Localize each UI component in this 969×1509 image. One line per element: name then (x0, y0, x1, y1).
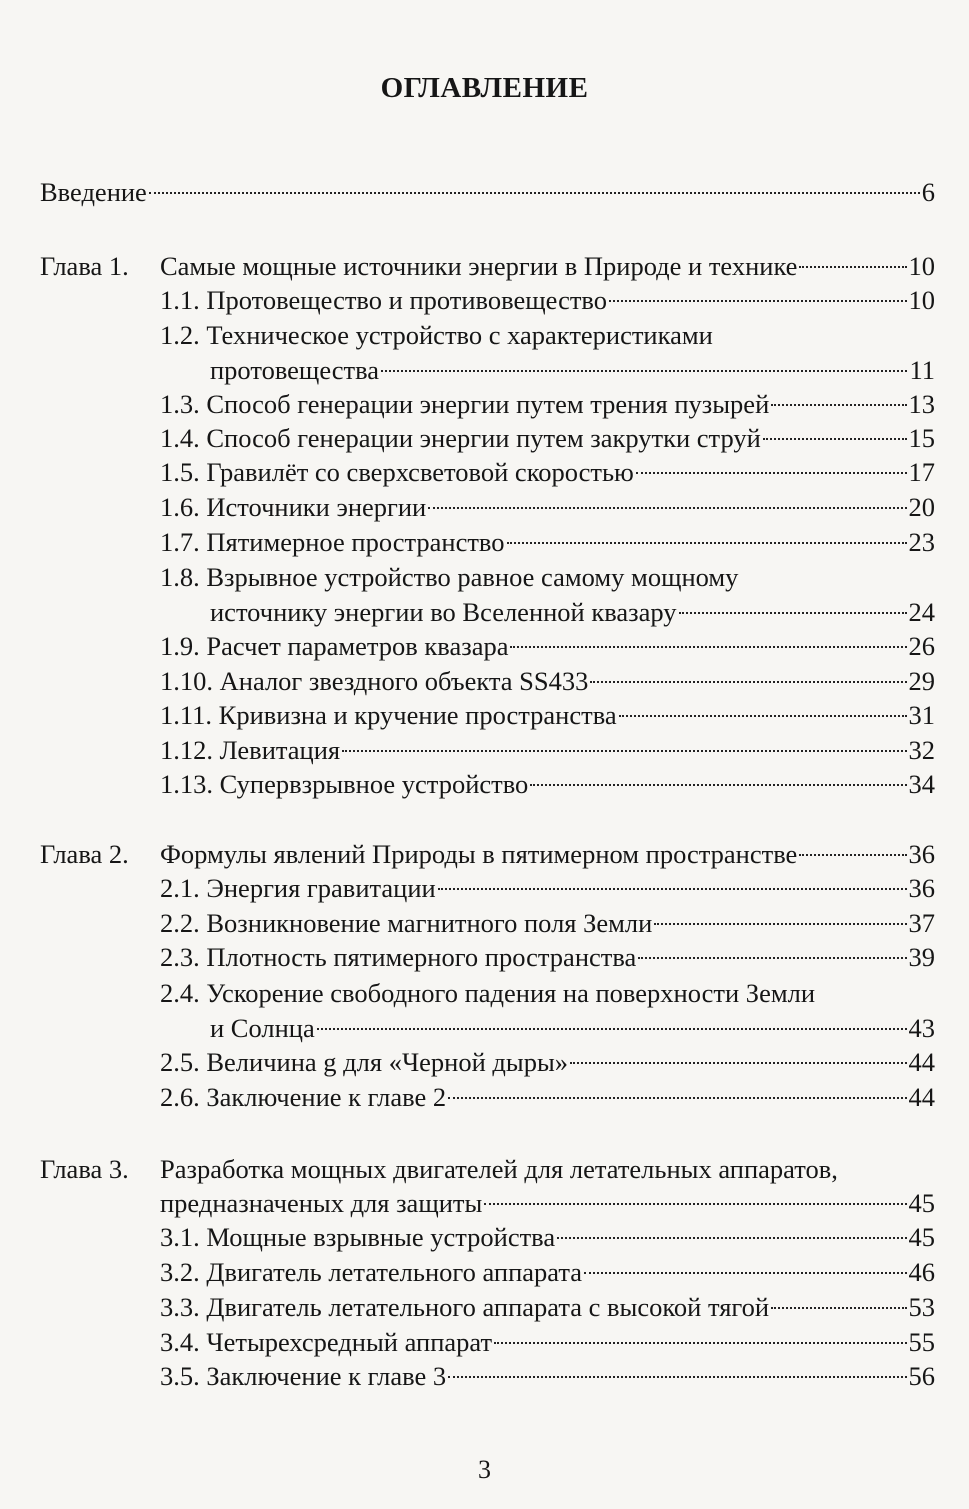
toc-entry-page: 26 (908, 631, 935, 661)
toc-entry (160, 421, 935, 455)
toc-entry (160, 525, 935, 559)
toc-entry (160, 698, 935, 732)
toc-entry-text: 2.6. Заключение к главе 2 (160, 1082, 447, 1112)
chapter-label: Глава 1. (40, 251, 129, 281)
toc-entry-text: 1.6. Источники энергии (160, 492, 427, 522)
toc-entry-page: 23 (908, 527, 935, 557)
dot-leader (428, 507, 906, 509)
toc-entry-page: 11 (909, 355, 935, 385)
toc-entry-text: 2.1. Энергия гравитации (160, 873, 436, 903)
dot-leader (438, 888, 907, 890)
toc-entry (160, 733, 935, 767)
toc-entry-text: протовещества (210, 355, 380, 385)
dot-leader (763, 438, 907, 440)
toc-entry (160, 767, 935, 801)
dot-leader (584, 1272, 906, 1274)
toc-entry-page: 34 (908, 769, 935, 799)
toc-entry-text: Введение (40, 177, 147, 207)
toc-entry-text: и Солнца (210, 1013, 315, 1043)
toc-entry-text: 3.4. Четырехсредный аппарат (160, 1327, 493, 1357)
dot-leader (507, 542, 907, 544)
toc-entry-page: 20 (908, 492, 935, 522)
toc-entry-text: 2.5. Величина g для «Черной дыры» (160, 1047, 569, 1077)
chapter-page: 10 (908, 251, 935, 281)
dot-leader (484, 1203, 906, 1205)
toc-entry-continuation (210, 595, 935, 629)
dot-leader (654, 923, 906, 925)
toc-entry-page: 17 (908, 457, 935, 487)
toc-entry-page: 24 (908, 597, 935, 627)
toc-chapter-2 (160, 837, 935, 871)
dot-leader (590, 681, 906, 683)
toc-entry-page: 15 (908, 423, 935, 453)
toc-entry (160, 318, 935, 352)
toc-entry-page: 29 (908, 666, 935, 696)
toc-entry-page: 43 (908, 1013, 935, 1043)
toc-entry-text: 1.7. Пятимерное пространство (160, 527, 505, 557)
dot-leader (381, 370, 907, 372)
toc-entry-text: 1.10. Аналог звездного объекта SS433 (160, 666, 589, 696)
toc-entry (160, 1290, 935, 1324)
toc-entry-page: 45 (908, 1222, 935, 1252)
toc-entry-text: 2.2. Возникновение магнитного поля Земли (160, 908, 653, 938)
toc-entry-page: 32 (908, 735, 935, 765)
dot-leader (771, 404, 906, 406)
chapter-label: Глава 3. (40, 1154, 129, 1184)
toc-entry-page: 44 (908, 1047, 935, 1077)
toc-entry (160, 1359, 935, 1393)
toc-entry-page: 55 (908, 1327, 935, 1357)
toc-entry-page: 13 (908, 389, 935, 419)
toc-entry-text: 1.4. Способ генерации энергии путем закрутки струй (160, 423, 761, 453)
toc-entry-continuation (210, 353, 935, 387)
toc-entry (160, 906, 935, 940)
toc-entry-text: 1.2. Техническое устройство с характеристиками (160, 320, 713, 350)
toc-entry-text: 1.9. Расчет параметров квазара (160, 631, 509, 661)
toc-entry-page: 44 (908, 1082, 935, 1112)
toc-entry-page: 56 (908, 1361, 935, 1391)
toc-chapter-3 (160, 1152, 935, 1186)
dot-leader (638, 957, 906, 959)
toc-entry (160, 387, 935, 421)
toc-entry (160, 976, 935, 1010)
dot-leader (494, 1342, 906, 1344)
toc-entry-text: 1.11. Кривизна и кручение пространства (160, 700, 617, 730)
toc-entry-page: 37 (908, 908, 935, 938)
toc-entry (160, 560, 935, 594)
toc-entry-text: 1.12. Левитация (160, 735, 341, 765)
toc-entry (160, 1220, 935, 1254)
dot-leader (317, 1028, 907, 1030)
toc-entry (160, 1045, 935, 1079)
dot-leader (149, 192, 920, 194)
toc-entry-text: 2.4. Ускорение свободного падения на поверхности Земли (160, 978, 816, 1008)
dot-leader (679, 612, 907, 614)
toc-entry (160, 1325, 935, 1359)
toc-entry-text: источнику энергии во Вселенной квазару (210, 597, 677, 627)
dot-leader (799, 266, 906, 268)
dot-leader (510, 646, 906, 648)
toc-entry-page: 53 (908, 1292, 935, 1322)
toc-entry-text: 3.2. Двигатель летательного аппарата (160, 1257, 583, 1287)
page-number: 3 (478, 1455, 491, 1484)
toc-entry-page: 31 (908, 700, 935, 730)
toc-entry-page: 6 (921, 177, 935, 207)
dot-leader (448, 1376, 906, 1378)
dot-leader (609, 300, 907, 302)
toc-entry (160, 871, 935, 905)
toc-chapter-1 (160, 249, 935, 283)
dot-leader (342, 750, 906, 752)
toc-entry (160, 1080, 935, 1114)
toc-chapter-3-continuation (160, 1186, 935, 1220)
toc-entry-text: 3.3. Двигатель летательного аппарата с высокой тягой (160, 1292, 770, 1322)
toc-entry-text: 3.5. Заключение к главе 3 (160, 1361, 447, 1391)
dot-leader (799, 854, 906, 856)
dot-leader (619, 715, 907, 717)
chapter-title: Самые мощные источники энергии в Природе и технике (160, 251, 798, 281)
toc-entry (160, 490, 935, 524)
chapter-title-cont: предназначеных для защиты (160, 1188, 483, 1218)
toc-entry-page: 39 (908, 942, 935, 972)
dot-leader (771, 1307, 906, 1309)
dot-leader (530, 784, 906, 786)
toc-entry-text: 1.8. Взрывное устройство равное самому мощному (160, 562, 739, 592)
toc-entry-text: 3.1. Мощные взрывные устройства (160, 1222, 556, 1252)
chapter-title: Разработка мощных двигателей для летательных аппаратов, (160, 1154, 838, 1184)
toc-entry-page: 10 (908, 285, 935, 315)
chapter-label: Глава 2. (40, 839, 129, 869)
toc-entry (160, 1255, 935, 1289)
toc-entry-text: 1.1. Протовещество и противовещество (160, 285, 607, 315)
toc-entry-continuation (210, 1011, 935, 1045)
toc-entry-page: 36 (908, 873, 935, 903)
chapter-page: 45 (908, 1188, 935, 1218)
toc-entry-text: 2.3. Плотность пятимерного пространства (160, 942, 637, 972)
toc-entry (160, 629, 935, 663)
toc-entry-text: 1.3. Способ генерации энергии путем трения пузырей (160, 389, 770, 419)
toc-entry (160, 664, 935, 698)
toc-entry-page: 46 (908, 1257, 935, 1287)
chapter-title: Формулы явлений Природы в пятимерном пространстве (160, 839, 798, 869)
toc-entry-text: 1.5. Гравилёт со сверхсветовой скоростью (160, 457, 634, 487)
dot-leader (570, 1062, 906, 1064)
toc-entry-text: 1.13. Супервзрывное устройство (160, 769, 529, 799)
toc-entry (160, 455, 935, 489)
dot-leader (636, 472, 907, 474)
toc-entry (160, 283, 935, 317)
dot-leader (448, 1097, 906, 1099)
dot-leader (557, 1237, 906, 1239)
page-title: ОГЛАВЛЕНИЕ (380, 72, 589, 104)
toc-entry-intro (40, 175, 935, 209)
toc-entry (160, 940, 935, 974)
chapter-page: 36 (908, 839, 935, 869)
